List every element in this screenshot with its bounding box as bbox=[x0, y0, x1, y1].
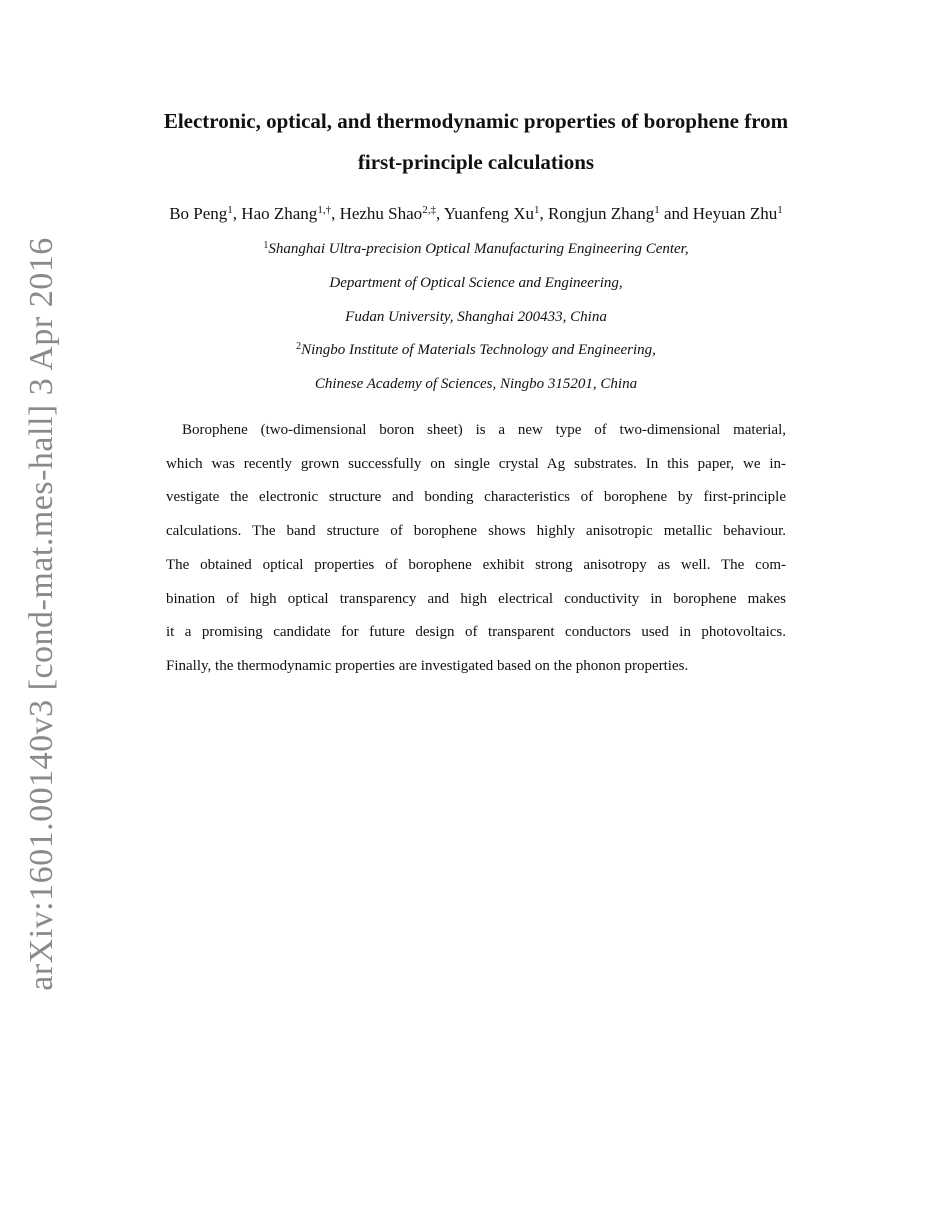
author-name: Hezhu Shao bbox=[339, 204, 423, 223]
author-name: Yuanfeng Xu bbox=[443, 204, 534, 223]
author-separator: and bbox=[659, 204, 693, 223]
author-name: Bo Peng bbox=[169, 204, 228, 223]
author-name: Hao Zhang bbox=[241, 204, 318, 223]
author-name: Heyuan Zhu bbox=[692, 204, 778, 223]
author-affiliation-mark: 1 bbox=[227, 204, 233, 216]
author-separator: , bbox=[435, 204, 444, 223]
author-separator: , bbox=[539, 204, 548, 223]
author-affiliation-mark: 1 bbox=[533, 204, 540, 216]
paper-title-line-1: Electronic, optical, and thermodynamic properties of borophene from bbox=[163, 109, 789, 133]
author-affiliation-mark: 1 bbox=[654, 204, 660, 216]
abstract-line: The obtained optical properties of borophene exhibit strong anisotropy as well. The com- bbox=[166, 557, 786, 573]
affiliation-1-line-3: Fudan University, Shanghai 200433, China bbox=[345, 309, 607, 325]
author-separator: , bbox=[331, 204, 340, 223]
arxiv-watermark: arXiv:1601.00140v3 [cond-mat.mes-hall] 3 Apr 2016 bbox=[23, 237, 60, 991]
abstract-line: which was recently grown successfully on single crystal Ag substrates. In this paper, we in- bbox=[166, 456, 786, 472]
affiliation-1-line-1 bbox=[0, 241, 952, 258]
affiliation-2-line-2: Chinese Academy of Sciences, Ningbo 315201, China bbox=[314, 376, 638, 392]
abstract-line: calculations. The band structure of borophene shows highly anisotropic metallic behaviour. bbox=[166, 523, 786, 539]
abstract-line: it a promising candidate for future design of transparent conductors used in photovoltaics. bbox=[166, 624, 786, 640]
affiliation-2-line-1 bbox=[0, 342, 952, 359]
affiliation-1-line-2: Department of Optical Science and Engineering, bbox=[329, 275, 623, 291]
author-name: Rongjun Zhang bbox=[547, 204, 655, 223]
affiliation-mark: 1 bbox=[263, 240, 269, 251]
affiliation-text: Ningbo Institute of Materials Technology and Engineering, bbox=[301, 342, 656, 358]
affiliation-mark: 2 bbox=[296, 341, 302, 352]
abstract-line: Finally, the thermodynamic properties are investigated based on the phonon properties. bbox=[166, 658, 689, 674]
author-affiliation-mark: 2,‡ bbox=[422, 204, 436, 216]
author-list bbox=[0, 204, 952, 224]
abstract-line: vestigate the electronic structure and bonding characteristics of borophene by first-principle bbox=[166, 489, 786, 505]
paper-title-line-2: first-principle calculations bbox=[357, 150, 595, 174]
author-affiliation-mark: 1,† bbox=[317, 204, 332, 216]
abstract-line: bination of high optical transparency and high electrical conductivity in borophene makes bbox=[166, 591, 786, 607]
author-separator: , bbox=[232, 204, 242, 223]
affiliation-text: Shanghai Ultra-precision Optical Manufacturing Engineering Center, bbox=[268, 241, 689, 257]
abstract-line: Borophene (two-dimensional boron sheet) is a new type of two-dimensional material, bbox=[182, 422, 786, 438]
author-affiliation-mark: 1 bbox=[777, 204, 783, 216]
